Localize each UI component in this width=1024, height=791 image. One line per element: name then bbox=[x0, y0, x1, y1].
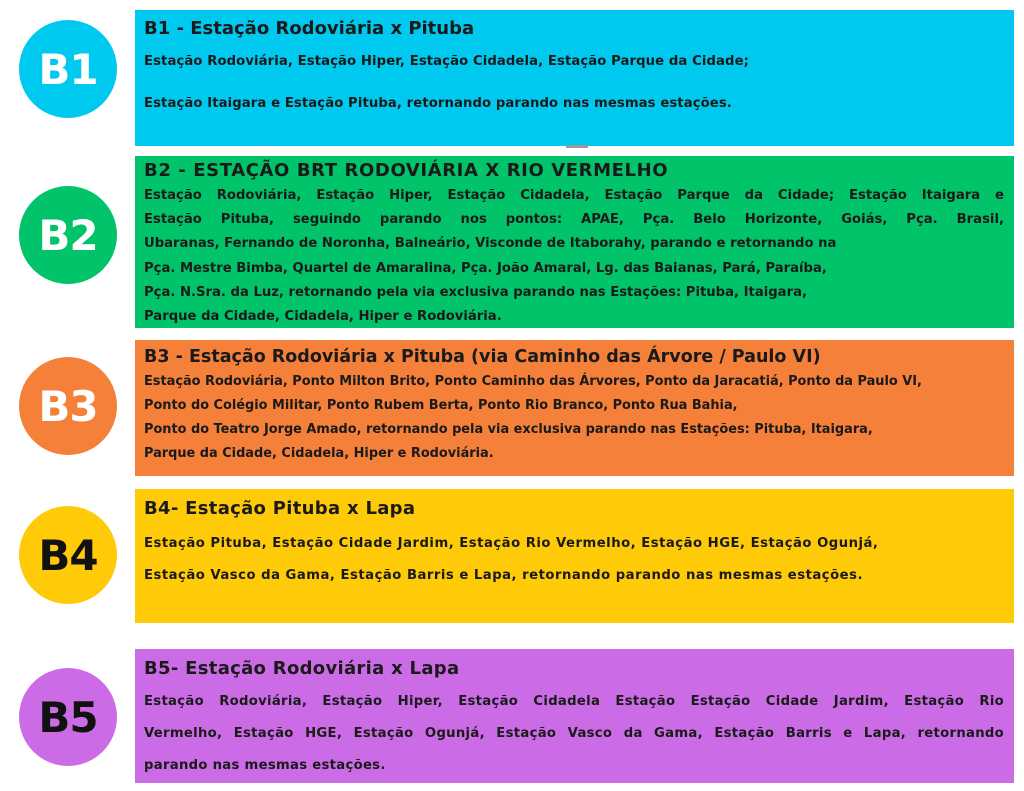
route-title-b1: B1 - Estação Rodoviária x Pituba bbox=[144, 18, 475, 39]
route-description-line: Parque da Cidade, Cidadela, Hiper e Rodoviária. bbox=[144, 446, 494, 461]
divider-mark bbox=[566, 145, 588, 148]
route-badge-b4: B4 bbox=[19, 506, 117, 604]
route-description-b2 bbox=[144, 184, 1004, 328]
route-description-line: Estação Itaigara e Estação Pituba, retornando parando nas mesmas estações. bbox=[144, 96, 732, 111]
route-badge-b5: B5 bbox=[19, 668, 117, 766]
route-title-b4: B4- Estação Pituba x Lapa bbox=[144, 498, 416, 519]
route-description-line: parando nas mesmas estações. bbox=[144, 758, 386, 773]
route-description-line: Ponto do Colégio Militar, Ponto Rubem Berta, Ponto Rio Branco, Ponto Rua Bahia, bbox=[144, 398, 738, 413]
route-description-line: Ponto do Teatro Jorge Amado, retornando pela via exclusiva parando nas Estações: Pituba, Itaigara, bbox=[144, 422, 873, 437]
route-description-line: Vermelho, Estação HGE, Estação Ogunjá, Estação Vasco da Gama, Estação Barris e Lapa, retornando bbox=[144, 726, 1004, 741]
route-panel-b4 bbox=[135, 489, 1014, 623]
route-badge-b3: B3 bbox=[19, 357, 117, 455]
route-description-b4 bbox=[144, 528, 1004, 592]
route-description-line: Ubaranas, Fernando de Noronha, Balneário, Visconde de Itaborahy, parando e retornando na bbox=[144, 236, 837, 252]
route-badge-b2: B2 bbox=[19, 186, 117, 284]
route-title-b5: B5- Estação Rodoviária x Lapa bbox=[144, 658, 460, 679]
route-description-line: Estação Pituba, seguindo parando nos pontos: APAE, Pça. Belo Horizonte, Goiás, Pça. Brasil, bbox=[144, 212, 1004, 228]
route-description-line: Estação Vasco da Gama, Estação Barris e Lapa, retornando parando nas mesmas estações. bbox=[144, 568, 863, 583]
route-title-b3: B3 - Estação Rodoviária x Pituba (via Caminho das Árvore / Paulo VI) bbox=[144, 347, 821, 367]
route-description-line: Estação Rodoviária, Estação Hiper, Estação Cidadela Estação Estação Cidade Jardim, Estação Rio bbox=[144, 694, 1004, 709]
route-description-b5 bbox=[144, 686, 1004, 782]
route-description-line: Pça. Mestre Bimba, Quartel de Amaralina, Pça. João Amaral, Lg. das Baianas, Pará, Paraíba, bbox=[144, 260, 827, 276]
route-panel-b3 bbox=[135, 340, 1014, 476]
route-panel-b5 bbox=[135, 649, 1014, 783]
route-badge-b1: B1 bbox=[19, 20, 117, 118]
route-description-b1 bbox=[144, 41, 1004, 125]
route-description-line: Estação Rodoviária, Ponto Milton Brito, Ponto Caminho das Árvores, Ponto da Jaracatiá, Ponto da Paulo VI, bbox=[144, 374, 922, 389]
route-description-b3 bbox=[144, 370, 1004, 466]
route-description-line: Pça. N.Sra. da Luz, retornando pela via exclusiva parando nas Estações: Pituba, Itaigara, bbox=[144, 284, 807, 300]
route-panel-b1 bbox=[135, 10, 1014, 146]
route-title-b2: B2 - ESTAÇÃO BRT RODOVIÁRIA X RIO VERMELHO bbox=[144, 160, 669, 181]
route-description-line: Parque da Cidade, Cidadela, Hiper e Rodoviária. bbox=[144, 309, 502, 325]
route-description-line: Estação Rodoviária, Estação Hiper, Estação Cidadela, Estação Parque da Cidade; bbox=[144, 54, 750, 69]
route-panel-b2 bbox=[135, 156, 1014, 328]
route-description-line: Estação Pituba, Estação Cidade Jardim, Estação Rio Vermelho, Estação HGE, Estação Ogunjá, bbox=[144, 536, 879, 551]
route-description-line: Estação Rodoviária, Estação Hiper, Estação Cidadela, Estação Parque da Cidade; Estação Itaigara e bbox=[144, 188, 1004, 203]
